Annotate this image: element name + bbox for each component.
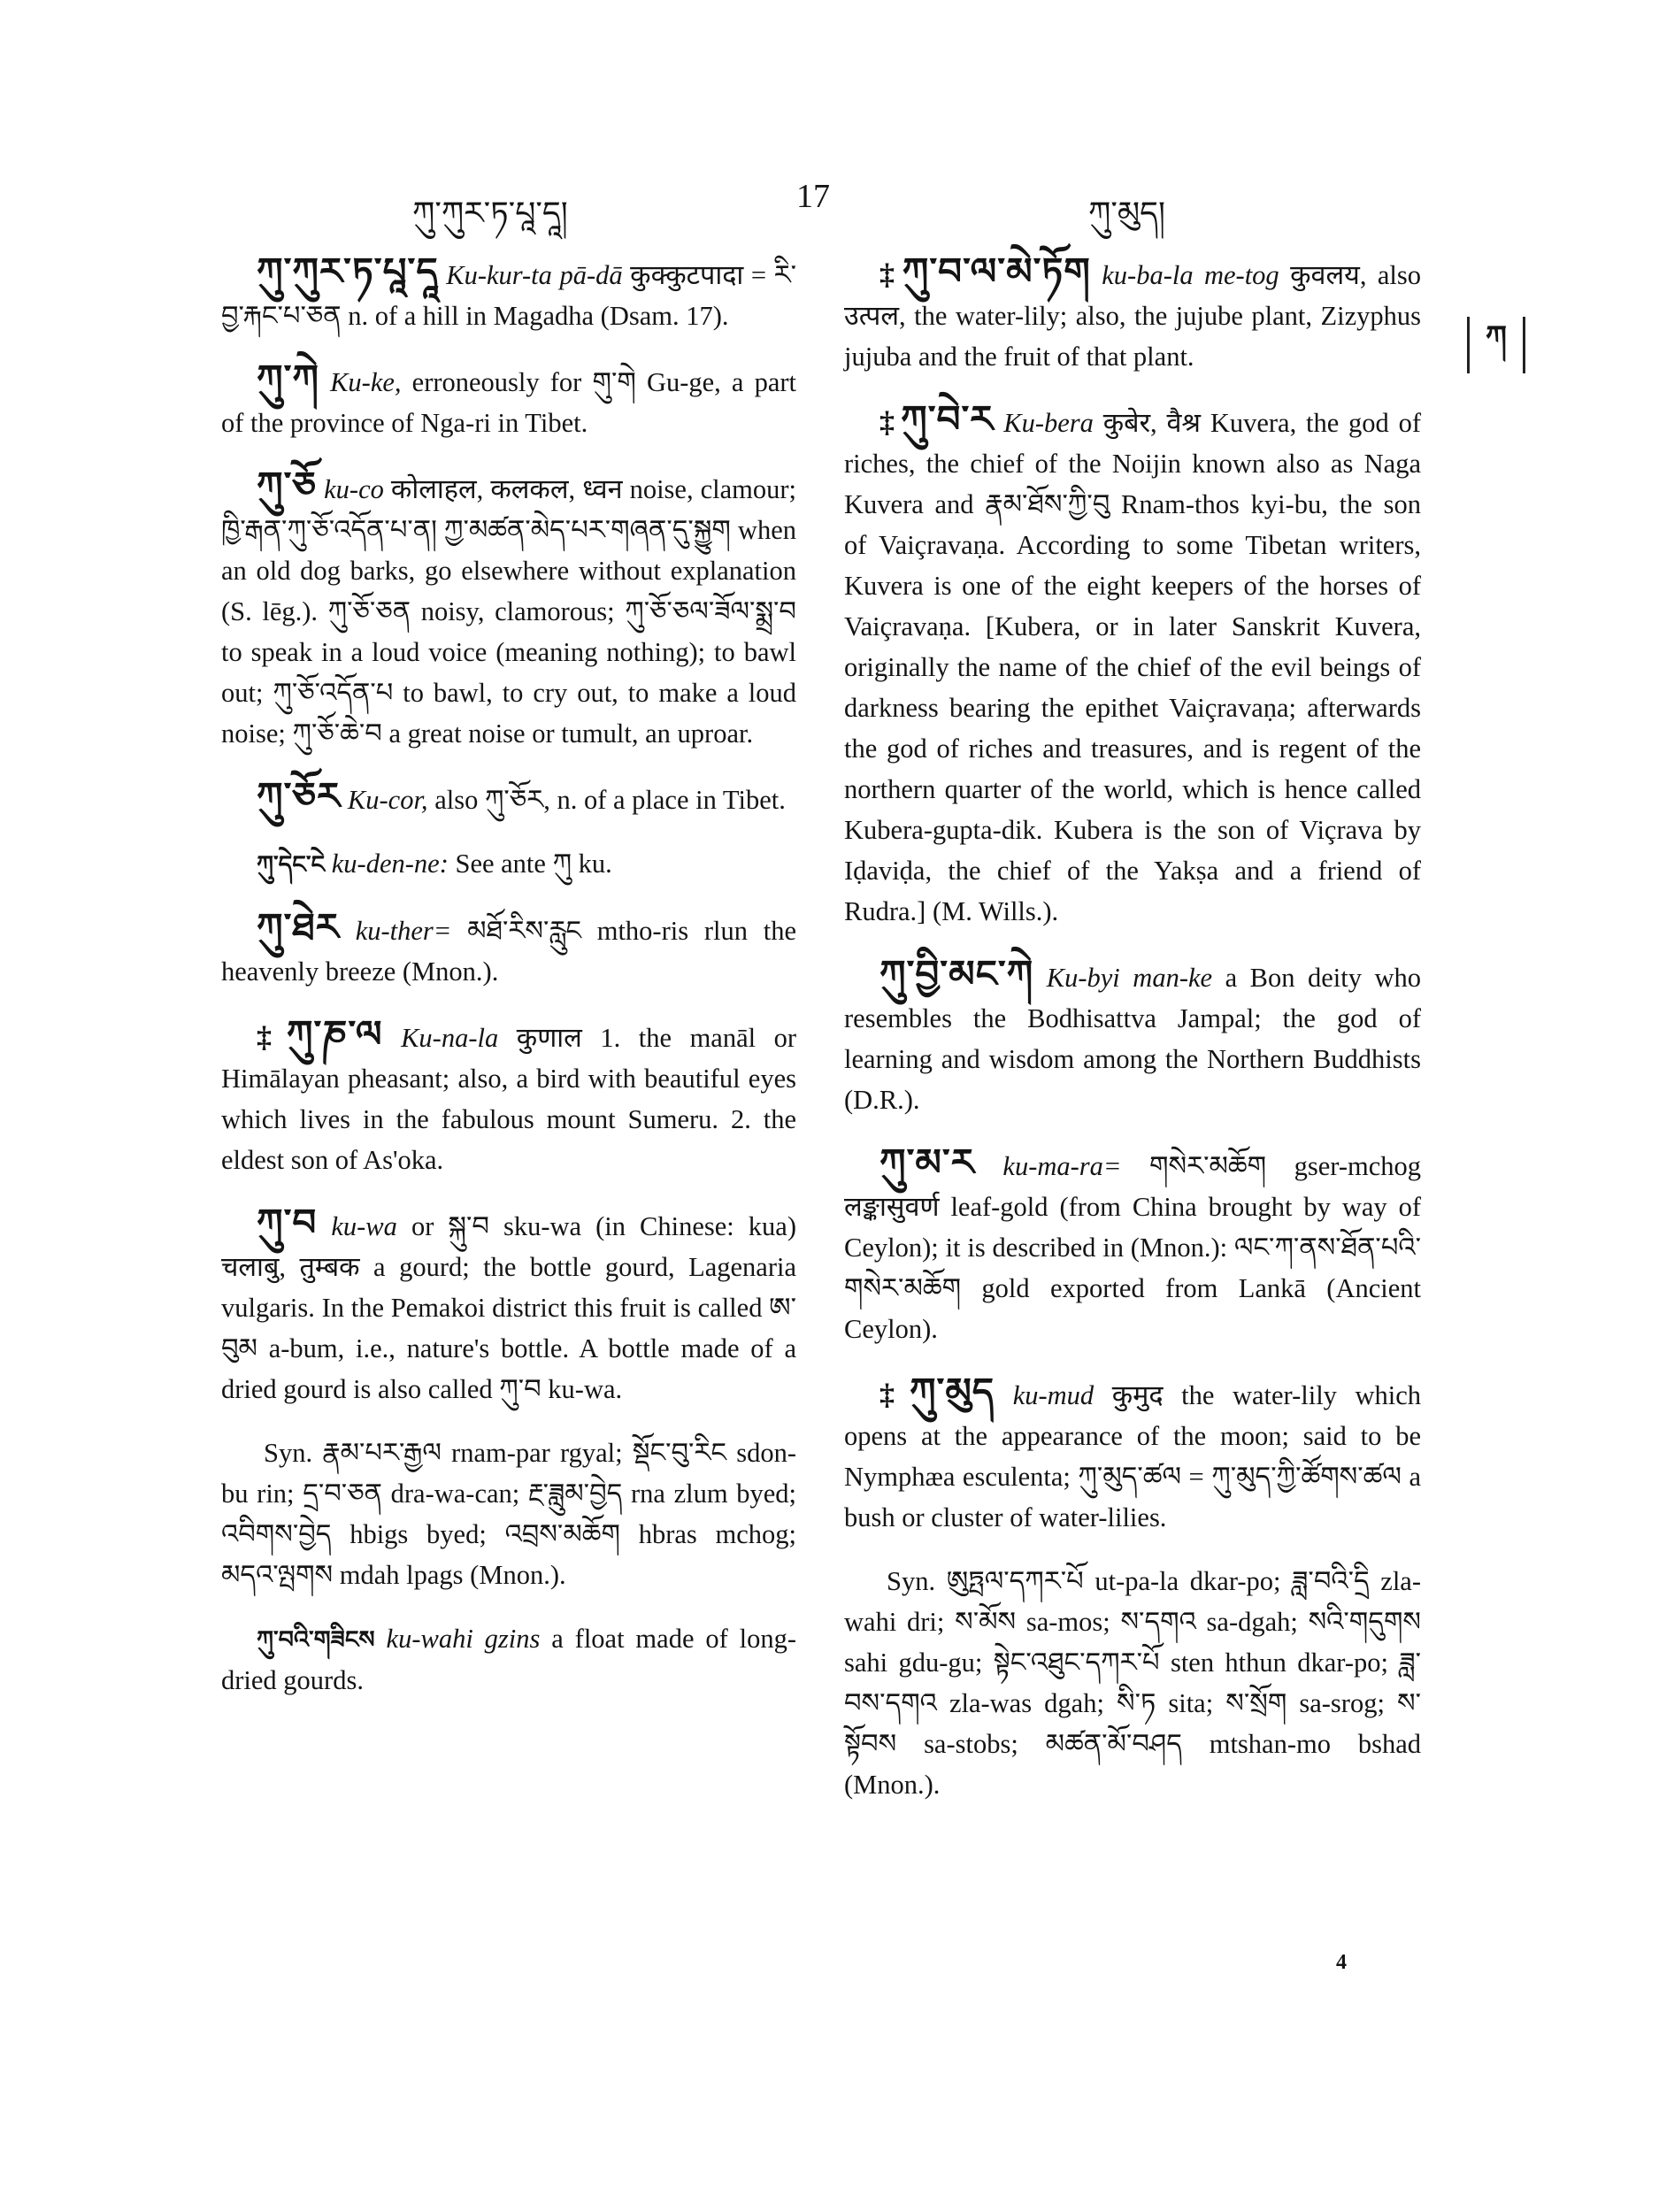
- page-number: 17: [796, 178, 830, 215]
- headword-tibetan: ཀུ་བ་ལ་མེ་ཏོག: [902, 252, 1091, 293]
- dagger-mark: ‡: [257, 1021, 283, 1054]
- dagger-mark: ‡: [879, 1379, 906, 1411]
- headword-transliteration: ku-ba-la me-tog: [1102, 260, 1279, 290]
- headword-tibetan: ཀུ་ཅོ: [257, 466, 318, 507]
- entry-definition: Syn. ཨུཏྤལ་དཀར་པོ ut-pa-la dkar-po; ཟླ་བའི་དྲི zla-wahi dri; ས་མོས sa-mos; ས་དགའ sa-dgah; སའི་གདུགས sahi gdu-gu; སྟེང་འཐུང་དཀར་པོ sten hthun dkar-po; ཟླ་བས་དགའ zla-was dgah; སི་ཏ sita; ས་སྲོག sa-srog; ས་སྟོབས sa-stobs; མཚན་མོ་བཤད mtshan-mo bshad (Mnon.).: [844, 1566, 1421, 1800]
- headword-transliteration: ku-ma-ra=: [1002, 1151, 1122, 1181]
- dictionary-entry: [844, 1372, 1421, 1538]
- headword-tibetan: ཀུ་བའི་གཟིངས: [257, 1626, 375, 1653]
- headword-tibetan: ཀུ་ཅོར: [257, 777, 342, 818]
- headword-tibetan: ཀུ་མུད: [909, 1372, 995, 1413]
- entry-definition: कुवलय, also उत्पल, the water-lily; also, the jujube plant, Zizyphus jujuba and the fruit of that plant.: [844, 260, 1422, 372]
- headword-transliteration: ku-ther=: [355, 916, 452, 946]
- dagger-mark: ‡: [879, 406, 898, 439]
- entry-definition: See ante ཀུ ku.: [455, 849, 612, 879]
- dictionary-entry: [844, 955, 1421, 1120]
- entry-definition: or སྐུ་བ sku-wa (in Chinese: kua) चलाबु, तुम्बक a gourd; the bottle gourd, Lagenaria vulgaris. In the Pemakoi district this fruit is called ཨ་བུམ a-bum, i.e., nature's bottle. A bottle made of a dried gourd is also called ཀུ་བ ku-wa.: [221, 1211, 797, 1404]
- headword-transliteration: ku-mud: [1012, 1380, 1094, 1410]
- dictionary-entry: [221, 1015, 796, 1180]
- dictionary-entry: [844, 400, 1421, 932]
- headword-transliteration: ku-den-ne:: [331, 849, 449, 879]
- page-signature: 4: [1336, 1951, 1347, 1974]
- entry-definition: མཐོ་རིས་རླུང mtho-ris rlun the heavenly breeze (Mnon.).: [221, 916, 797, 987]
- entry-definition: Syn. རྣམ་པར་རྒྱལ rnam-par rgyal; སྡོང་བུ་རིང sdon-bu rin; དྲ་བ་ཅན dra-wa-can; རྔ་ཟླུམ་བྱེད rna zlum byed; འབིགས་བྱེད hbigs byed; འབྲས་མཆོག hbras mchog; མདའ་ལྤགས mdah lpags (Mnon.).: [221, 1438, 796, 1590]
- dictionary-entry: [221, 252, 796, 336]
- entry-definition: a Bon deity who resembles the Bodhisattva Jampal; the god of learning and wisdom among the Northern Buddhists (D.R.).: [844, 963, 1421, 1115]
- synonyms-paragraph: [221, 1432, 796, 1595]
- headword-transliteration: Ku-byi man-ke: [1046, 963, 1213, 993]
- dictionary-entry: [221, 1203, 796, 1409]
- headword-tibetan: ཀུ་བ: [257, 1203, 318, 1244]
- headword-transliteration: Ku-cor,: [347, 785, 428, 815]
- entry-definition: erroneously for གུ་གེ Gu-ge, a part of the province of Nga-ri in Tibet.: [221, 367, 796, 438]
- dictionary-entry: [221, 777, 796, 820]
- dagger-mark: ‡: [879, 258, 899, 291]
- headword-tibetan: ཀུ་མ་ར: [879, 1143, 975, 1184]
- headword-transliteration: ku-wahi gzins: [386, 1624, 541, 1654]
- headword-tibetan: ཀུ་ཀེ: [257, 359, 319, 400]
- right-column: [844, 252, 1421, 1828]
- dictionary-entry: [221, 359, 796, 443]
- entry-definition: a float made of long-dried gourds.: [221, 1624, 797, 1695]
- headword-tibetan: ཀུ་ཀུར་ཏ་པཱ་དཱ: [257, 252, 439, 293]
- dictionary-entry: [221, 843, 796, 885]
- synonyms-paragraph: [844, 1561, 1421, 1805]
- dictionary-entry: [844, 1143, 1421, 1349]
- entry-definition: कुमुद the water-lily which opens at the appearance of the moon; said to be Nymphæa esculenta; ཀུ་མུད་ཚལ = ཀུ་མུད་ཀྱི་ཚོགས་ཚལ a bush or cluster of water-lilies.: [844, 1380, 1422, 1532]
- dictionary-entry: [221, 908, 796, 992]
- entry-definition: कुणाल 1. the manāl or Himālayan pheasant; also, a bird with beautiful eyes which lives in the fabulous mount Sumeru. 2. the eldest son of As'oka.: [221, 1023, 797, 1175]
- headword-transliteration: Ku-kur-ta pā-dā: [446, 260, 623, 290]
- entry-definition: कुबेर, वैश्र Kuvera, the god of riches, the chief of the Noijin known also as Naga Kuvera and རྣམ་ཐོས་ཀྱི་བུ Rnam-thos kyi-bu, the son of Vaiçravaṇa. According to some Tibetan writers, Kuvera is one of the eight keepers of the horses of Vaiçravaṇa. [Kubera, or in later Sanskrit Kuvera, originally the name of the chief of the evil beings of darkness bearing the epithet Vaiçravaṇa; afterwards the god of riches and treasures, and is regent of the northern quarter of the world, which is hence called Kubera-gupta-dik. Kubera is the son of Viçrava by Iḍaviḍa, the chief of the Yakṣa and a friend of Rudra.] (M. Wills.).: [844, 408, 1422, 926]
- dictionary-entry: [844, 252, 1421, 377]
- headword-tibetan: ཀུ་ཐེར: [257, 908, 340, 949]
- dictionary-entry: [221, 466, 796, 754]
- headword-transliteration: Ku-na-la: [401, 1023, 499, 1053]
- running-head-right: ཀུ་མུད།: [1088, 196, 1166, 231]
- running-head-left: ཀུ་ཀུར་ཏ་པཱ་དཱ།: [412, 196, 568, 231]
- headword-tibetan: ཀུ་བེ་ར: [901, 400, 995, 441]
- headword-transliteration: Ku-bera: [1003, 408, 1094, 438]
- headword-transliteration: ku-co: [324, 474, 384, 504]
- dictionary-entry: [221, 1618, 796, 1701]
- thumb-index-tab: ཀ: [1467, 317, 1525, 373]
- headword-tibetan: ཀུ་བྱི་མང་ཀེ: [879, 955, 1034, 995]
- left-column: [221, 252, 796, 1724]
- entry-definition: གསེར་མཆོག gser-mchog लङ्कासुवर्ण leaf-gold (from China brought by way of Ceylon); it is described in (Mnon.): ལང་ཀ་ནས་ཐོན་པའི་གསེར་མཆོག gold exported from Lankā (Ancient Ceylon).: [844, 1151, 1422, 1344]
- headword-tibetan: ཀུ་ཎ་ལ: [286, 1015, 383, 1056]
- entry-definition: also ཀུ་ཅོར, n. of a place in Tibet.: [434, 785, 786, 815]
- headword-transliteration: Ku-ke,: [330, 367, 402, 397]
- entry-definition: कुक्कुटपादा = རི་བྱ་རྐང་པ་ཅན n. of a hill in Magadha (Dsam. 17).: [221, 260, 796, 331]
- headword-transliteration: ku-wa: [331, 1211, 397, 1241]
- entry-definition: कोलाहल, कलकल, ध्वन noise, clamour; ཁྱི་རྒན་ཀུ་ཅོ་འདོན་པ་ན། ཀྱ་མཚན་མེད་པར་གཞན་དུ་སྐྱུག when an old dog barks, go elsewhere without explanation (S. lēg.). ཀུ་ཅོ་ཅན noisy, clamorous; ཀུ་ཅོ་ཅལ་ཟོལ་སྨྲ་བ to speak in a loud voice (meaning nothing); to bawl out; ཀུ་ཅོ་འདོན་པ to bawl, to cry out, to make a loud noise; ཀུ་ཅོ་ཆེ་བ a great noise or tumult, an uproar.: [221, 474, 797, 749]
- headword-tibetan: ཀུ་དེང་ངེ: [257, 851, 326, 878]
